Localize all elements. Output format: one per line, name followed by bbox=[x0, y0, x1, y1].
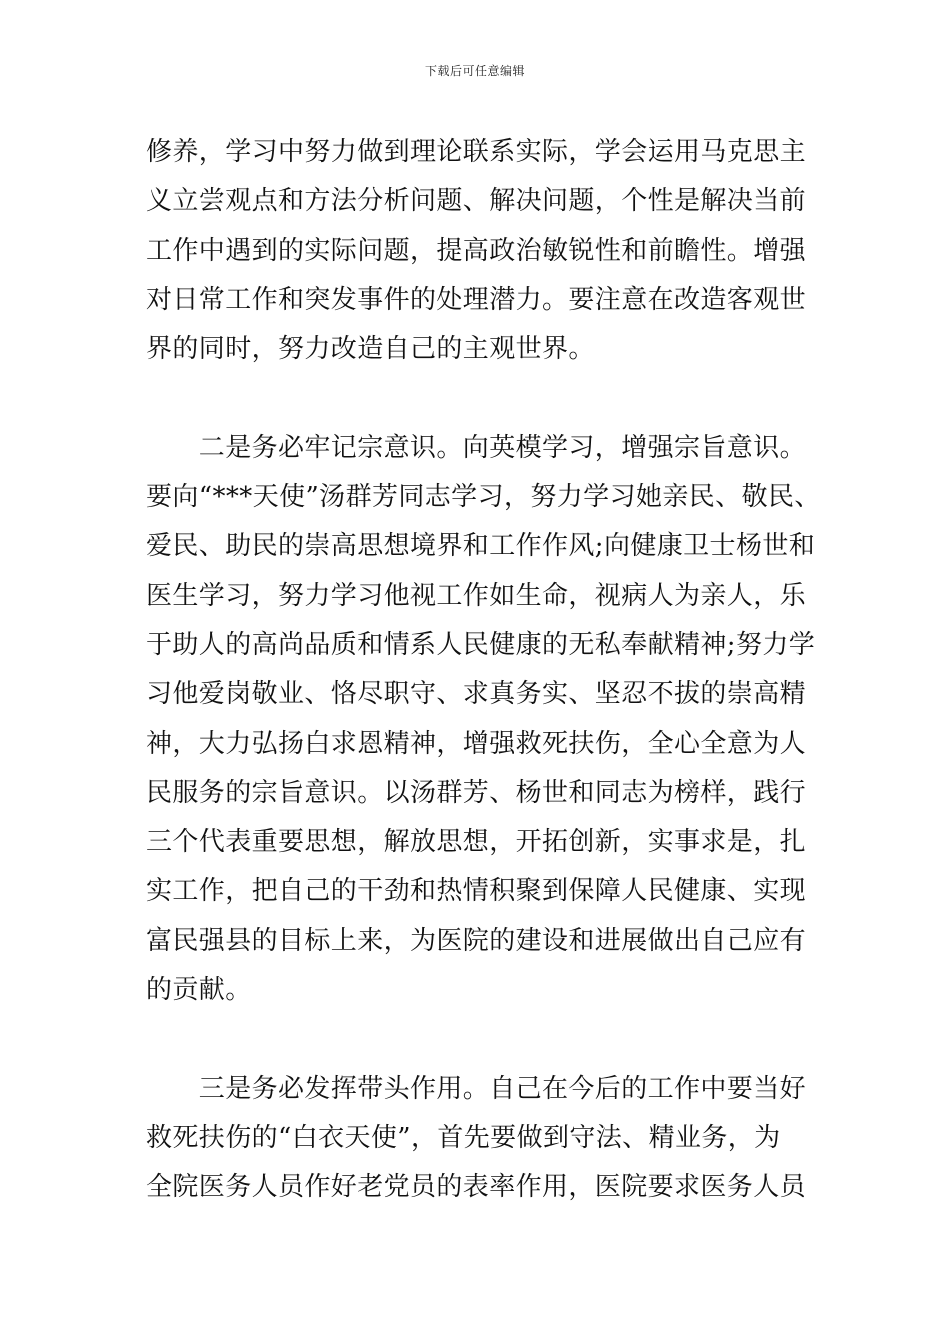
text-line: 神，大力弘扬白求恩精神，增强救死扶伤，全心全意为人 bbox=[146, 728, 807, 759]
text-line: 爱民、助民的崇高思想境界和工作作风;向健康卫士杨世和 bbox=[146, 531, 816, 562]
paragraph-gap bbox=[146, 374, 808, 423]
paragraph-3 bbox=[146, 1065, 808, 1213]
text-line: 习他爱岗敬业、恪尽职守、求真务实、坚忍不拔的崇高精 bbox=[146, 679, 807, 710]
page-header: 下载后可任意编辑 bbox=[424, 64, 525, 78]
text-line: 全院医务人员作好老党员的表率作用，医院要求医务人员 bbox=[146, 1172, 807, 1203]
text-line: 二是务必牢记宗意识。向英模学习，增强宗旨意识。 bbox=[146, 432, 807, 463]
text-line: 富民强县的目标上来，为医院的建设和进展做出自己应有 bbox=[146, 925, 807, 956]
document-body bbox=[146, 128, 821, 1213]
text-line: 民服务的宗旨意识。以汤群芳、杨世和同志为榜样，践行 bbox=[146, 777, 807, 808]
paragraph-2 bbox=[146, 424, 821, 1016]
paragraph-gap bbox=[146, 1015, 808, 1064]
text-line: 实工作，把自己的干劲和热情积聚到保障人民健康、实现 bbox=[146, 876, 807, 907]
text-line: 工作中遇到的实际问题，提高政治敏锐性和前瞻性。增强 bbox=[146, 235, 807, 266]
text-line: 三个代表重要思想，解放思想，开拓创新，实事求是，扎 bbox=[146, 827, 807, 858]
text-line: 义立尝观点和方法分析问题、解决问题，个性是解决当前 bbox=[146, 186, 807, 217]
text-line: 修养，学习中努力做到理论联系实际，学会运用马克思主 bbox=[146, 137, 807, 167]
text-line: 三是务必发挥带头作用。自己在今后的工作中要当好 bbox=[146, 1073, 807, 1104]
text-line: 要向“***天使”汤群芳同志学习，努力学习她亲民、敬民、 bbox=[146, 482, 821, 513]
text-line: 救死扶伤的“白衣天使”，首先要做到守法、精业务，为 bbox=[146, 1122, 781, 1153]
paragraph-1 bbox=[146, 128, 808, 374]
text-line: 对日常工作和突发事件的处理潜力。要注意在改造客观世 bbox=[146, 284, 807, 315]
text-line: 界的同时，努力改造自己的主观世界。 bbox=[146, 334, 595, 365]
text-line: 的贡献。 bbox=[146, 975, 252, 1006]
text-line: 于助人的高尚品质和情系人民健康的无私奉献精神;努力学 bbox=[146, 629, 816, 660]
text-line: 医生学习，努力学习他视工作如生命，视病人为亲人，乐 bbox=[146, 580, 807, 611]
